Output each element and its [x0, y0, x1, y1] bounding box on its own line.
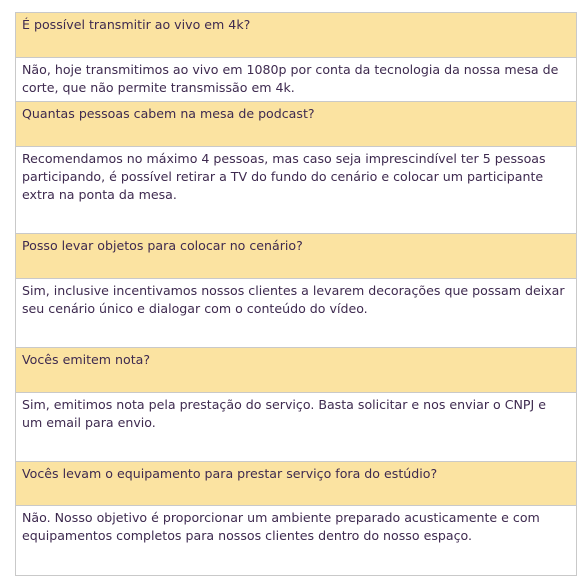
faq-answer: Sim, emitimos nota pela prestação do serviço. Basta solicitar e nos enviar o CNPJ e um email para envio. — [16, 393, 576, 462]
faq-question: Vocês emitem nota? — [16, 348, 576, 393]
faq-question: É possível transmitir ao vivo em 4k? — [16, 13, 576, 58]
faq-question: Posso levar objetos para colocar no cenário? — [16, 234, 576, 279]
faq-question: Quantas pessoas cabem na mesa de podcast? — [16, 102, 576, 147]
faq-answer: Não. Nosso objetivo é proporcionar um ambiente preparado acusticamente e com equipamentos completos para nossos clientes dentro do nosso espaço. — [16, 506, 576, 576]
faq-question: Vocês levam o equipamento para prestar serviço fora do estúdio? — [16, 462, 576, 506]
faq-answer: Recomendamos no máximo 4 pessoas, mas caso seja imprescindível ter 5 pessoas participando, é possível retirar a TV do fundo do cenário e colocar um participante extra na ponta da mesa. — [16, 147, 576, 234]
faq-answer: Sim, inclusive incentivamos nossos clientes a levarem decorações que possam deixar seu cenário único e dialogar com o conteúdo do vídeo. — [16, 279, 576, 348]
faq-table — [15, 12, 577, 576]
faq-answer: Não, hoje transmitimos ao vivo em 1080p por conta da tecnologia da nossa mesa de corte, que não permite transmissão em 4k. — [16, 58, 576, 102]
